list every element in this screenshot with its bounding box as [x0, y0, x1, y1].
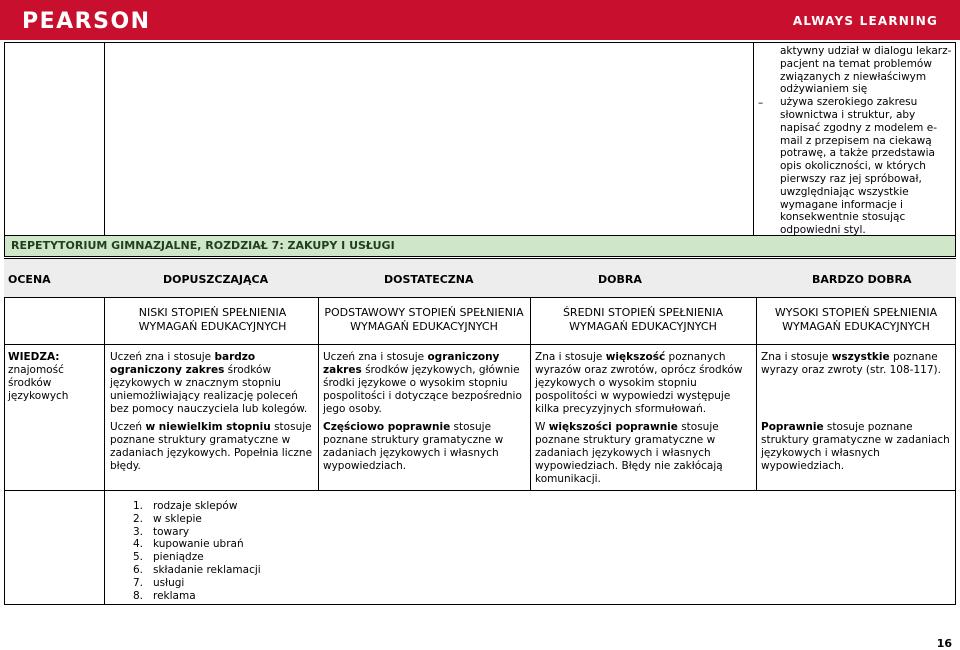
cell-emphasis: Częściowo poprawnie — [323, 421, 451, 433]
cell-text: środków językowych w znacznym stopniu uniemożliwiający realizację poleceń bez pomocy nauczyciela lub kolegów. — [110, 364, 308, 415]
column-divider — [104, 43, 105, 255]
cell-text: Zna i stosuje — [761, 351, 832, 363]
list-item — [133, 513, 261, 526]
cell-text: stosuje poznane struktury gramatyczne w zadaniach językowych. Popełnia liczne błędy. — [110, 421, 313, 472]
list-item — [133, 526, 261, 539]
cell-text: stosuje poznane struktury gramatyczne w zadaniach językowych i własnych wypowiedziach. — [761, 421, 950, 472]
page-number: 16 — [936, 637, 952, 650]
list-number: 4. — [133, 538, 144, 551]
wiedza-heading: WIEDZA: — [8, 351, 60, 363]
list-item — [133, 538, 261, 551]
cell-text: poznane wyrazy oraz zwroty (str. 108-117). — [761, 351, 941, 376]
grid-line — [756, 298, 757, 490]
column-divider — [753, 43, 754, 255]
cell-emphasis: większości poprawnie — [548, 421, 678, 433]
list-number: 7. — [133, 576, 144, 589]
cell-text: poznanych wyrazów oraz zwrotów, oprócz środków językowych o wysokim stopniu pospolitości w wypowiedzi występuje kilka precyzyjnych sformułowań. — [535, 351, 743, 415]
list-text: towary — [153, 525, 190, 538]
list-item — [133, 577, 261, 590]
ocena-label: OCENA — [8, 273, 51, 286]
ocena-header-row — [4, 258, 956, 298]
grid-line — [4, 344, 956, 345]
list-number: 5. — [133, 551, 144, 564]
cell-text: środków językowych, głównie środki językowe o wysokim stopniu pospolitości i dotyczące bezpośrednio jego osoby. — [323, 364, 522, 415]
wiedza-label — [8, 351, 100, 403]
cell-text: Uczeń zna i stosuje — [323, 351, 428, 363]
vocab-cell-high — [761, 351, 951, 377]
list-text: rodzaje sklepów — [153, 500, 238, 512]
grade-dostateczna: DOSTATECZNA — [384, 273, 474, 286]
pearson-logo: PEARSON — [22, 9, 151, 34]
grammar-cell-low — [110, 421, 314, 473]
list-dash: – — [758, 97, 764, 109]
list-text: reklama — [153, 589, 196, 602]
section-title: REPETYTORIUM GIMNAZJALNE, ROZDZIAŁ 7: ZAKUPY I USŁUGI — [11, 239, 395, 252]
grade-dopuszczajaca: DOPUSZCZAJĄCA — [163, 273, 269, 286]
grid-line — [4, 604, 956, 605]
list-text: w sklepie — [153, 512, 202, 525]
cell-emphasis: większość — [605, 351, 666, 363]
list-text: kupowanie ubrań — [153, 538, 244, 551]
level-header-high: WYSOKI STOPIEŃ SPEŁNIENIA WYMAGAŃ EDUKACYJNYCH — [774, 306, 938, 333]
cell-text: Zna i stosuje — [535, 351, 606, 363]
dialog-paragraph: aktywny udział w dialogu lekarz-pacjent na temat problemów związanych z niewłaściwym odżywianiem się — [780, 45, 952, 96]
cell-emphasis: w niewielkim stopniu — [145, 421, 271, 433]
list-number: 1. — [133, 500, 144, 512]
list-text: usługi — [153, 576, 185, 589]
list-item — [133, 564, 261, 577]
vocab-cell-low — [110, 351, 314, 416]
list-item — [133, 590, 261, 603]
vocab-cell-medium — [535, 351, 752, 416]
cell-text: Uczeń — [110, 421, 146, 433]
list-item — [133, 500, 261, 513]
always-learning-tagline: ALWAYS LEARNING — [792, 14, 938, 28]
list-number: 8. — [133, 589, 144, 602]
grammar-cell-basic — [323, 421, 526, 473]
list-item — [133, 551, 261, 564]
topics-list — [133, 500, 261, 602]
level-header-basic: PODSTAWOWY STOPIEŃ SPEŁNIENIA WYMAGAŃ EDUKACYJNYCH — [324, 306, 524, 333]
grammar-cell-high — [761, 421, 951, 473]
grid-line — [530, 298, 531, 490]
grid-line — [4, 490, 956, 491]
cell-emphasis: ograniczony zakres — [323, 351, 500, 376]
vocab-cell-basic — [323, 351, 526, 416]
email-paragraph: używa szerokiego zakresu słownictwa i struktur, aby napisać zgodny z modelem e-mail z przepisem na ciekawą potrawę, a także przedstawia opis okoliczności, w których pierwszy raz jej spróbował, uwzględniając wszystkie wymagane informacje i konsekwentnie stosując odpowiedni styl. — [780, 96, 937, 237]
list-text: składanie reklamacji — [153, 563, 261, 576]
cell-emphasis: Poprawnie — [761, 421, 824, 433]
section-title-bar — [5, 235, 955, 256]
list-number: 3. — [133, 525, 144, 538]
list-number: 6. — [133, 563, 144, 576]
level-header-low: NISKI STOPIEŃ SPEŁNIENIA WYMAGAŃ EDUKACYJNYCH — [138, 306, 287, 333]
level-header-medium: ŚREDNI STOPIEŃ SPEŁNIENIA WYMAGAŃ EDUKACYJNYCH — [562, 306, 724, 333]
wiedza-description: znajomość środków językowych — [8, 364, 69, 402]
top-right-cell-text — [758, 45, 955, 237]
grade-bardzo-dobra: BARDZO DOBRA — [812, 273, 912, 286]
cell-text: stosuje poznane struktury gramatyczne w zadaniach językowych i własnych wypowiedziach. Błędy nie zakłócają komunikacji. — [535, 421, 723, 485]
cell-text: W — [535, 421, 549, 433]
list-number: 2. — [133, 512, 144, 525]
cell-text: stosuje poznane struktury gramatyczne w zadaniach językowych i własnych wypowiedziach. — [323, 421, 504, 472]
cell-emphasis: bardzo ograniczony zakres — [110, 351, 256, 376]
list-text: pieniądze — [153, 551, 204, 564]
grade-dobra: DOBRA — [598, 273, 642, 286]
cell-emphasis: wszystkie — [831, 351, 890, 363]
cell-text: Uczeń zna i stosuje — [110, 351, 215, 363]
grammar-cell-medium — [535, 421, 752, 486]
pearson-header-bar — [0, 0, 960, 40]
grid-line — [318, 298, 319, 490]
